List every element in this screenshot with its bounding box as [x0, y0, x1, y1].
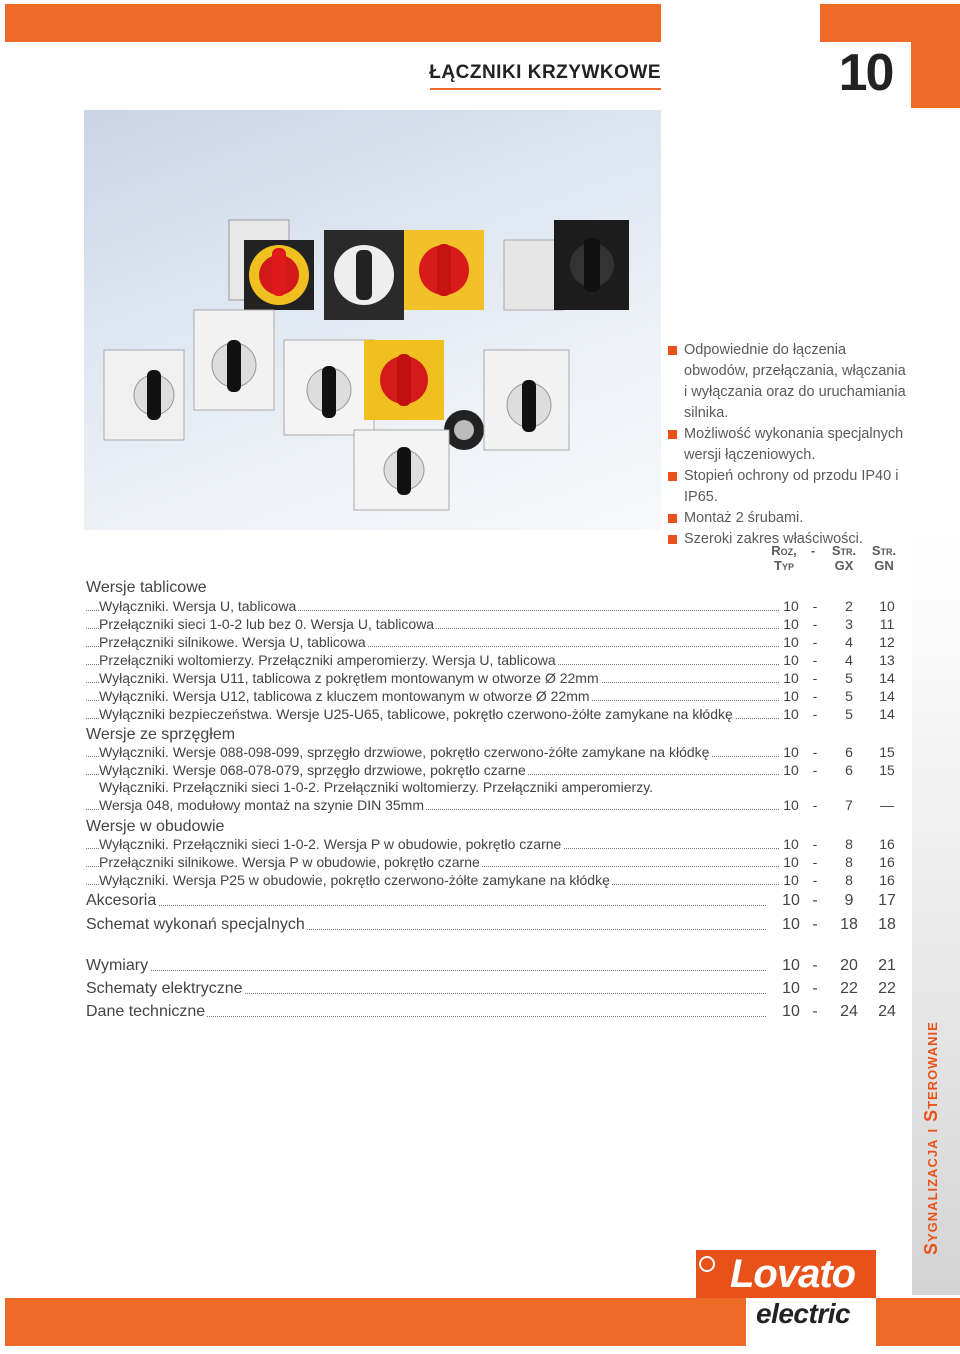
feature-item: Możliwość wykonania specjalnych wersji łączeniowych.	[666, 424, 906, 466]
toc-row[interactable]: Wyłączniki. Wersja P25 w obudowie, pokrętło czerwono-żółte zamykane na kłódkę 10 - 8 16	[86, 871, 906, 889]
page-number: 10	[838, 44, 893, 102]
toc-row[interactable]: Wyłączniki. Przełączniki sieci 1-0-2. Wersja P w obudowie, pokrętło czarne 10 - 8 16	[86, 835, 906, 853]
product-photo	[84, 110, 661, 530]
toc-row[interactable]: Wyłączniki bezpieczeństwa. Wersje U25-U65, tablicowe, pokrętło czerwono-żółte zamykane na kłódkę 10 - 5 14	[86, 705, 906, 723]
toc-row[interactable]: Wyłączniki. Wersja U11, tablicowa z pokrętłem montowanym w otworze Ø 22mm 10 - 5 14	[86, 669, 906, 687]
toc-row[interactable]: Przełączniki woltomierzy. Przełączniki amperomierzy. Wersja U, tablicowa 10 - 4 13	[86, 651, 906, 669]
cam-switches-illustration	[84, 110, 661, 530]
feature-item: Odpowiednie do łączenia obwodów, przełączania, włączania i wyłączania oraz do uruchamiania silnika.	[666, 340, 906, 424]
logo-brand: Lovato	[730, 1252, 856, 1296]
toc-section: Wersje w obudowie	[86, 818, 225, 835]
toc-row[interactable]: Wyłączniki. Wersja U, tablicowa 10 - 2 10	[86, 597, 906, 615]
toc-row-accessories[interactable]: Akcesoria 10 - 9 17	[86, 892, 896, 909]
logo-mark-icon	[699, 1256, 715, 1272]
toc-row[interactable]: Wyłączniki. Wersja U12, tablicowa z kluczem montowanym w otworze Ø 22mm 10 - 5 14	[86, 687, 906, 705]
feature-item: Stopień ochrony od przodu IP40 i IP65.	[666, 466, 906, 508]
col-roz-typ: Roz, Typ	[771, 543, 797, 573]
logo-subtitle: electric	[756, 1298, 851, 1329]
col-str-gn: Str. GN	[871, 543, 897, 573]
toc-row[interactable]: Przełączniki silnikowe. Wersja P w obudowie, pokrętło czarne 10 - 8 16	[86, 853, 906, 871]
footer-bar	[5, 1298, 746, 1346]
toc-row-technical[interactable]: Dane techniczne 10 - 24 24	[86, 1003, 896, 1020]
toc-row[interactable]: Przełączniki silnikowe. Wersja U, tablicowa 10 - 4 12	[86, 633, 906, 651]
side-section-label: Sygnalizacja i Sterowanie	[921, 1021, 941, 1255]
toc-row: Wyłączniki. Przełączniki sieci 1-0-2. Przełączniki woltomierzy. Przełączniki amperomierzy.	[99, 779, 654, 795]
table-of-contents	[86, 577, 906, 1037]
feature-item: Montaż 2 śrubami.	[666, 508, 906, 529]
feature-list	[666, 340, 906, 550]
header-corner-strip	[911, 4, 960, 108]
toc-row[interactable]: Wyłączniki. Wersje 068-078-079, sprzęgło drzwiowe, pokrętło czarne 10 - 6 15	[86, 761, 906, 779]
col-str-gx: Str. GX	[831, 543, 857, 573]
toc-row[interactable]: Przełączniki sieci 1-0-2 lub bez 0. Wersja U, tablicowa 10 - 3 11	[86, 615, 906, 633]
toc-section: Wersje tablicowe	[86, 579, 207, 596]
footer-bar-right	[876, 1298, 960, 1346]
toc-row[interactable]: Wyłączniki. Wersje 088-098-099, sprzęgło drzwiowe, pokrętło czerwono-żółte zamykane na kłódkę 10 - 6 15	[86, 743, 906, 761]
header-bar	[5, 4, 661, 42]
toc-row-wiring[interactable]: Schematy elektryczne 10 - 22 22	[86, 980, 896, 997]
feature-item: Szeroki zakres właściwości.	[666, 529, 906, 550]
col-dash: -	[810, 543, 816, 558]
toc-row[interactable]: Wersja 048, modułowy montaż na szynie DIN 35mm 10 - 7 —	[86, 796, 906, 814]
toc-row-special[interactable]: Schemat wykonań specjalnych 10 - 18 18	[86, 916, 896, 933]
toc-section: Wersje ze sprzęgłem	[86, 726, 236, 743]
title-underline	[430, 88, 661, 90]
toc-row-dimensions[interactable]: Wymiary 10 - 20 21	[86, 957, 896, 974]
page-title: ŁĄCZNIKI KRZYWKOWE	[429, 62, 661, 83]
